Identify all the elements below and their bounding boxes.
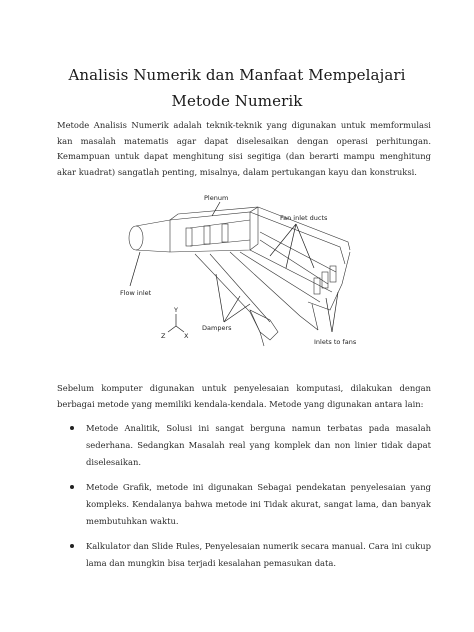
document-title: Analisis Numerik dan Manfaat Mempelajari Metode Numerik [68, 66, 406, 110]
label-axis-y: Y [174, 306, 178, 314]
list-item-text: Metode Analitik, Solusi ini sangat berguna namun terbatas pada masalah sederhana. Sedangkan Masalah real yang komplek dan non linier tidak dapat diselesaikan. [86, 423, 431, 467]
bullet-icon [70, 426, 74, 430]
list-item [70, 420, 431, 471]
label-inlets-to-fans: Inlets to fans [314, 338, 357, 346]
method-list [70, 420, 431, 580]
label-dampers: Dampers [202, 324, 232, 332]
label-flow-inlet: Flow inlet [120, 289, 152, 297]
bullet-icon [70, 544, 74, 548]
intro-paragraph: Metode Analisis Numerik adalah teknik-teknik yang digunakan untuk memformulasi kan masalah matematis agar dapat diselesaikan dengan operasi perhitungan. Kemampuan untuk dapat menghitung sisi segitiga (dan berarti mampu menghitung akar kuadrat) sangatlah penting, misalnya, dalam pertukangan kayu dan konstruksi. [57, 120, 431, 177]
label-fan-inlet-ducts: Fan inlet ducts [280, 214, 328, 222]
label-plenum: Plenum [204, 194, 229, 202]
label-axis-x: X [184, 332, 189, 340]
list-item [70, 479, 431, 530]
bullet-icon [70, 485, 74, 489]
list-item [70, 538, 431, 572]
second-paragraph: Sebelum komputer digunakan untuk penyelesaian komputasi, dilakukan dengan berbagai metode yang memiliki kendala-kendala. Metode yang digunakan antara lain: [57, 383, 431, 409]
label-axis-z: Z [161, 332, 166, 340]
duct-diagram-figure [100, 192, 370, 362]
list-item-text: Metode Grafik, metode ini digunakan Sebagai pendekatan penyelesaian yang kompleks. Kendalanya bahwa metode ini Tidak akurat, sangat lama, dan banyak membutuhkan waktu. [86, 482, 431, 526]
list-item-text: Kalkulator dan Slide Rules, Penyelesaian numerik secara manual. Cara ini cukup lama dan mungkin bisa terjadi kesalahan pemasukan data. [86, 541, 431, 568]
flow-inlet-opening [129, 226, 143, 250]
